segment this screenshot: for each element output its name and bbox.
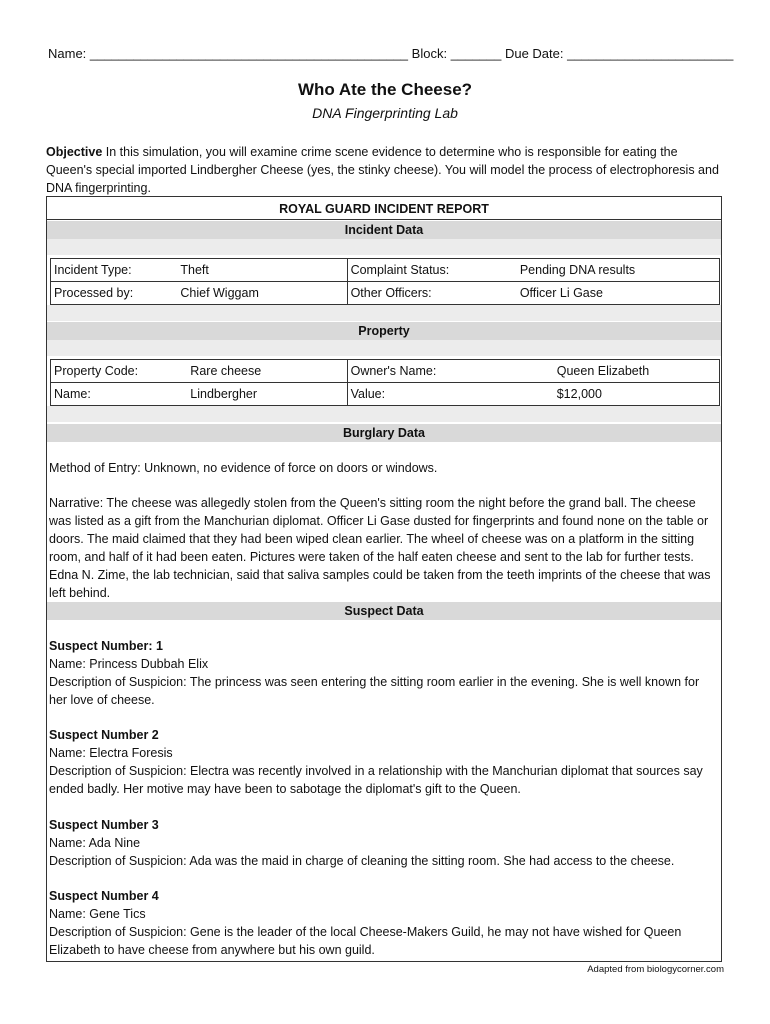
suspect-description: Description of Suspicion: Electra was recently involved in a relationship with the Manchurian diplomat that sources say ended badly. Her motive may have been to sabotage the diplomat's gift to the Queen. xyxy=(49,764,703,796)
incident-gap-bottom xyxy=(47,305,721,321)
complaint-status-label: Complaint Status: xyxy=(347,259,517,282)
suspect-data-heading: Suspect Data xyxy=(47,602,721,620)
suspect-3 xyxy=(49,816,717,870)
report-title: ROYAL GUARD INCIDENT REPORT xyxy=(47,199,721,220)
suspect-number: Suspect Number 4 xyxy=(49,889,159,903)
suspect-number: Suspect Number: 1 xyxy=(49,639,163,653)
page-title: Who Ate the Cheese? xyxy=(297,80,473,99)
suspect-name: Name: Ada Nine xyxy=(49,836,141,850)
incident-table xyxy=(50,258,720,305)
property-heading: Property xyxy=(47,322,721,340)
block-blank: _______ xyxy=(450,46,502,61)
complaint-status-value: Pending DNA results xyxy=(517,259,720,282)
processed-by-value: Chief Wiggam xyxy=(177,282,347,305)
suspect-name: Name: Princess Dubbah Elix xyxy=(49,657,209,671)
name-label: Name: xyxy=(48,46,87,61)
incident-type-value: Theft xyxy=(177,259,347,282)
suspect-number: Suspect Number 3 xyxy=(49,818,159,832)
page-subtitle: DNA Fingerprinting Lab xyxy=(312,105,458,121)
student-info-header xyxy=(48,46,734,61)
incident-type-label: Incident Type: xyxy=(51,259,178,282)
processed-by-label: Processed by: xyxy=(51,282,178,305)
value-amount: $12,000 xyxy=(554,383,720,406)
burglary-data-heading: Burglary Data xyxy=(47,424,721,442)
narrative: Narrative: The cheese was allegedly stolen from the Queen's sitting room the night before the grand ball. The cheese was listed as a gift from the Manchurian diplomat. Officer Li Gase dusted for fingerprints and found none on the table or doors. The maid claimed that they had been wiped clean earlier. The wheel of cheese was on a platform in the sitting room, and half of it had been eaten. Pictures were taken of the half eaten cheese and sent to the lab for further tests. Edna N. Zime, the lab technician, said that saliva samples could be taken from the teeth imprints of the cheese that was left behind. xyxy=(49,496,711,600)
other-officers-label: Other Officers: xyxy=(347,282,517,305)
method-of-entry: Method of Entry: Unknown, no evidence of force on doors or windows. xyxy=(49,461,438,475)
suspect-description: Description of Suspicion: Ada was the maid in charge of cleaning the sitting room. She had access to the cheese. xyxy=(49,854,675,868)
other-officers-value: Officer Li Gase xyxy=(517,282,720,305)
objective-paragraph xyxy=(46,143,726,197)
table-row xyxy=(51,259,720,282)
owner-name-label: Owner's Name: xyxy=(347,360,554,383)
table-row xyxy=(51,383,720,406)
suspect-2 xyxy=(49,726,717,798)
property-name-value: Lindbergher xyxy=(187,383,347,406)
property-name-label: Name: xyxy=(51,383,188,406)
incident-data-heading: Incident Data xyxy=(47,221,721,239)
objective-label: Objective xyxy=(46,145,103,159)
due-date-blank: _______________________ xyxy=(567,46,734,61)
property-code-label: Property Code: xyxy=(51,360,188,383)
value-label: Value: xyxy=(347,383,554,406)
due-date-label: Due Date: xyxy=(504,46,564,61)
name-blank: ____________________________________________ xyxy=(89,46,409,61)
objective-text: In this simulation, you will examine crime scene evidence to determine who is responsible for eating the Queen's special imported Lindbergher Cheese (yes, the stinky cheese). You will model the process of electrophoresis and DNA fingerprinting. xyxy=(46,145,719,195)
property-table xyxy=(50,359,720,406)
suspect-4 xyxy=(49,887,717,959)
property-gap xyxy=(47,340,721,356)
suspect-name: Name: Gene Tics xyxy=(49,907,146,921)
suspect-1 xyxy=(49,637,717,709)
suspect-description: Description of Suspicion: The princess was seen entering the sitting room earlier in the evening. She is well known for her love of cheese. xyxy=(49,675,700,707)
table-row xyxy=(51,360,720,383)
property-gap-bottom xyxy=(47,406,721,422)
block-label: Block: xyxy=(411,46,448,61)
owner-name-value: Queen Elizabeth xyxy=(554,360,720,383)
table-row xyxy=(51,282,720,305)
suspect-description: Description of Suspicion: Gene is the leader of the local Cheese-Makers Guild, he may not have wished for Queen Elizabeth to have cheese from anywhere but his own guild. xyxy=(49,925,682,957)
suspect-number: Suspect Number 2 xyxy=(49,728,159,742)
property-code-value: Rare cheese xyxy=(187,360,347,383)
suspect-name: Name: Electra Foresis xyxy=(49,746,173,760)
attribution-footer: Adapted from biologycorner.com xyxy=(587,964,724,975)
incident-gap xyxy=(47,239,721,255)
incident-report xyxy=(46,196,722,962)
